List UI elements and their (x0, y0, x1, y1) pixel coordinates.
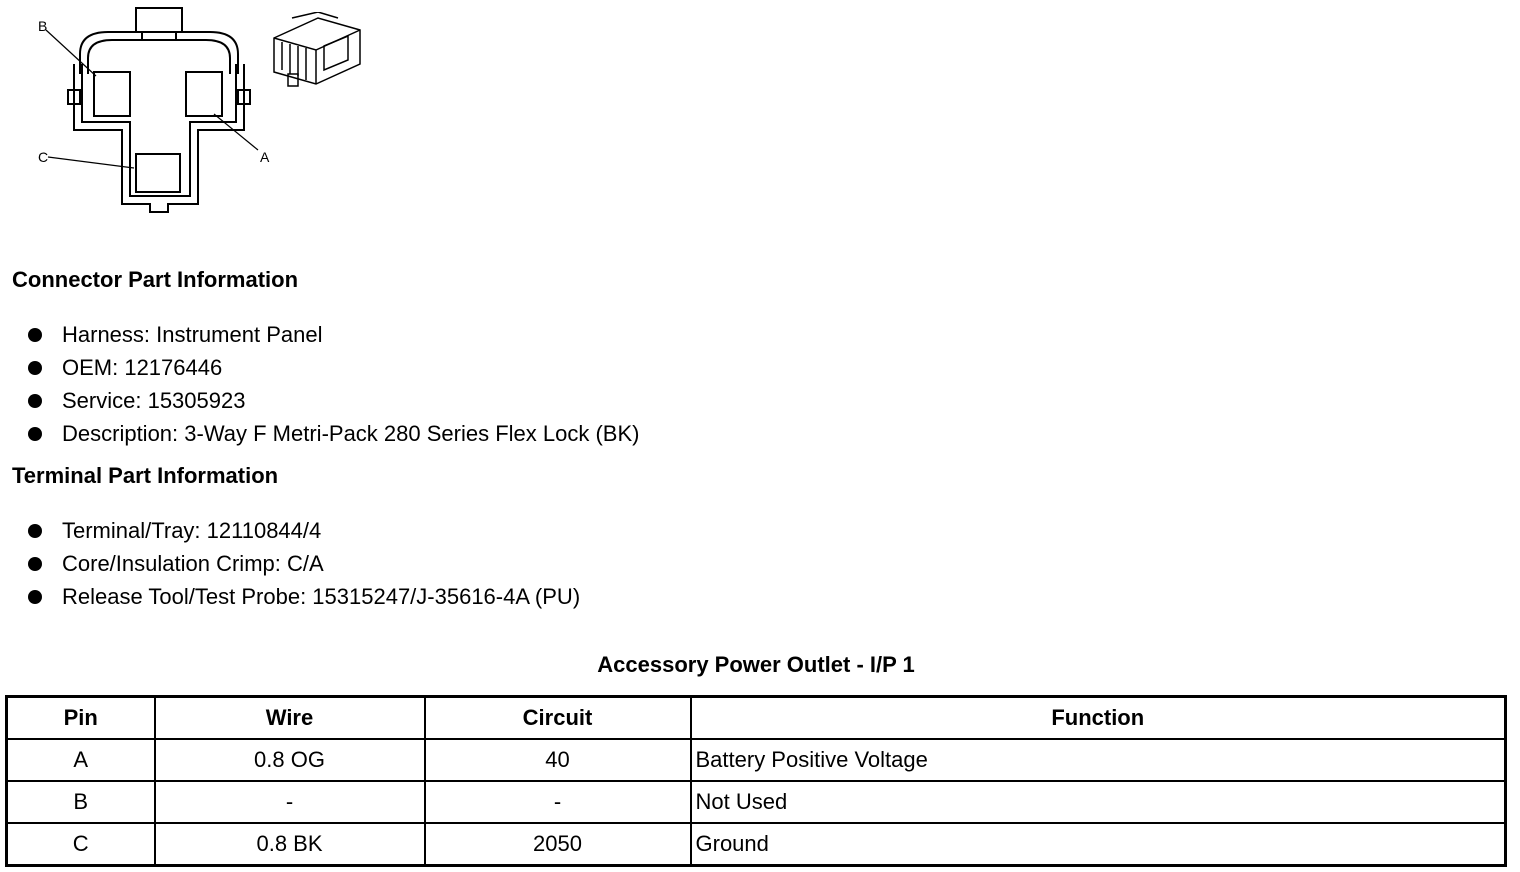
list-item: Description: 3-Way F Metri-Pack 280 Series Flex Lock (BK) (28, 417, 639, 450)
cell-wire: - (155, 781, 425, 823)
cell-pin: C (7, 823, 155, 866)
pin-label-c: C (38, 149, 49, 165)
list-item: Core/Insulation Crimp: C/A (28, 547, 580, 580)
cavity-b (94, 72, 130, 116)
cavity-a (186, 72, 222, 116)
cell-circuit: - (425, 781, 691, 823)
header-circuit: Circuit (425, 697, 691, 740)
cell-function: Battery Positive Voltage (691, 739, 1506, 781)
list-item: Terminal/Tray: 12110844/4 (28, 514, 580, 547)
bullet-icon (28, 557, 42, 571)
bullet-icon (28, 590, 42, 604)
bullet-icon (28, 427, 42, 441)
bullet-icon (28, 394, 42, 408)
header-function: Function (691, 697, 1506, 740)
table-row (7, 739, 1506, 781)
list-item: OEM: 12176446 (28, 351, 639, 384)
table-row (7, 823, 1506, 866)
cell-function: Not Used (691, 781, 1506, 823)
cell-wire: 0.8 BK (155, 823, 425, 866)
bullet-icon (28, 524, 42, 538)
cell-wire: 0.8 OG (155, 739, 425, 781)
pin-label-b: B (38, 18, 48, 34)
list-item: Service: 15305923 (28, 384, 639, 417)
cell-circuit: 2050 (425, 823, 691, 866)
terminal-info-list (28, 514, 580, 613)
header-pin: Pin (7, 697, 155, 740)
terminal-info-heading: Terminal Part Information (12, 463, 279, 488)
header-wire: Wire (155, 697, 425, 740)
bullet-icon (28, 328, 42, 342)
list-item: Harness: Instrument Panel (28, 318, 639, 351)
connector-thumbnail (268, 12, 368, 94)
table-title: Accessory Power Outlet - I/P 1 (597, 652, 915, 677)
connector-info-heading: Connector Part Information (12, 267, 299, 292)
connector-face-diagram (30, 4, 280, 216)
bullet-icon (28, 361, 42, 375)
table-header-row (7, 697, 1506, 740)
pin-label-a: A (260, 149, 270, 165)
pin-table (5, 695, 1507, 867)
latch-top (136, 8, 182, 32)
cell-pin: A (7, 739, 155, 781)
list-item: Release Tool/Test Probe: 15315247/J-35616-4A (PU) (28, 580, 580, 613)
table-row (7, 781, 1506, 823)
cell-pin: B (7, 781, 155, 823)
connector-info-list (28, 318, 639, 450)
cell-circuit: 40 (425, 739, 691, 781)
cell-function: Ground (691, 823, 1506, 866)
cavity-c (136, 154, 180, 192)
